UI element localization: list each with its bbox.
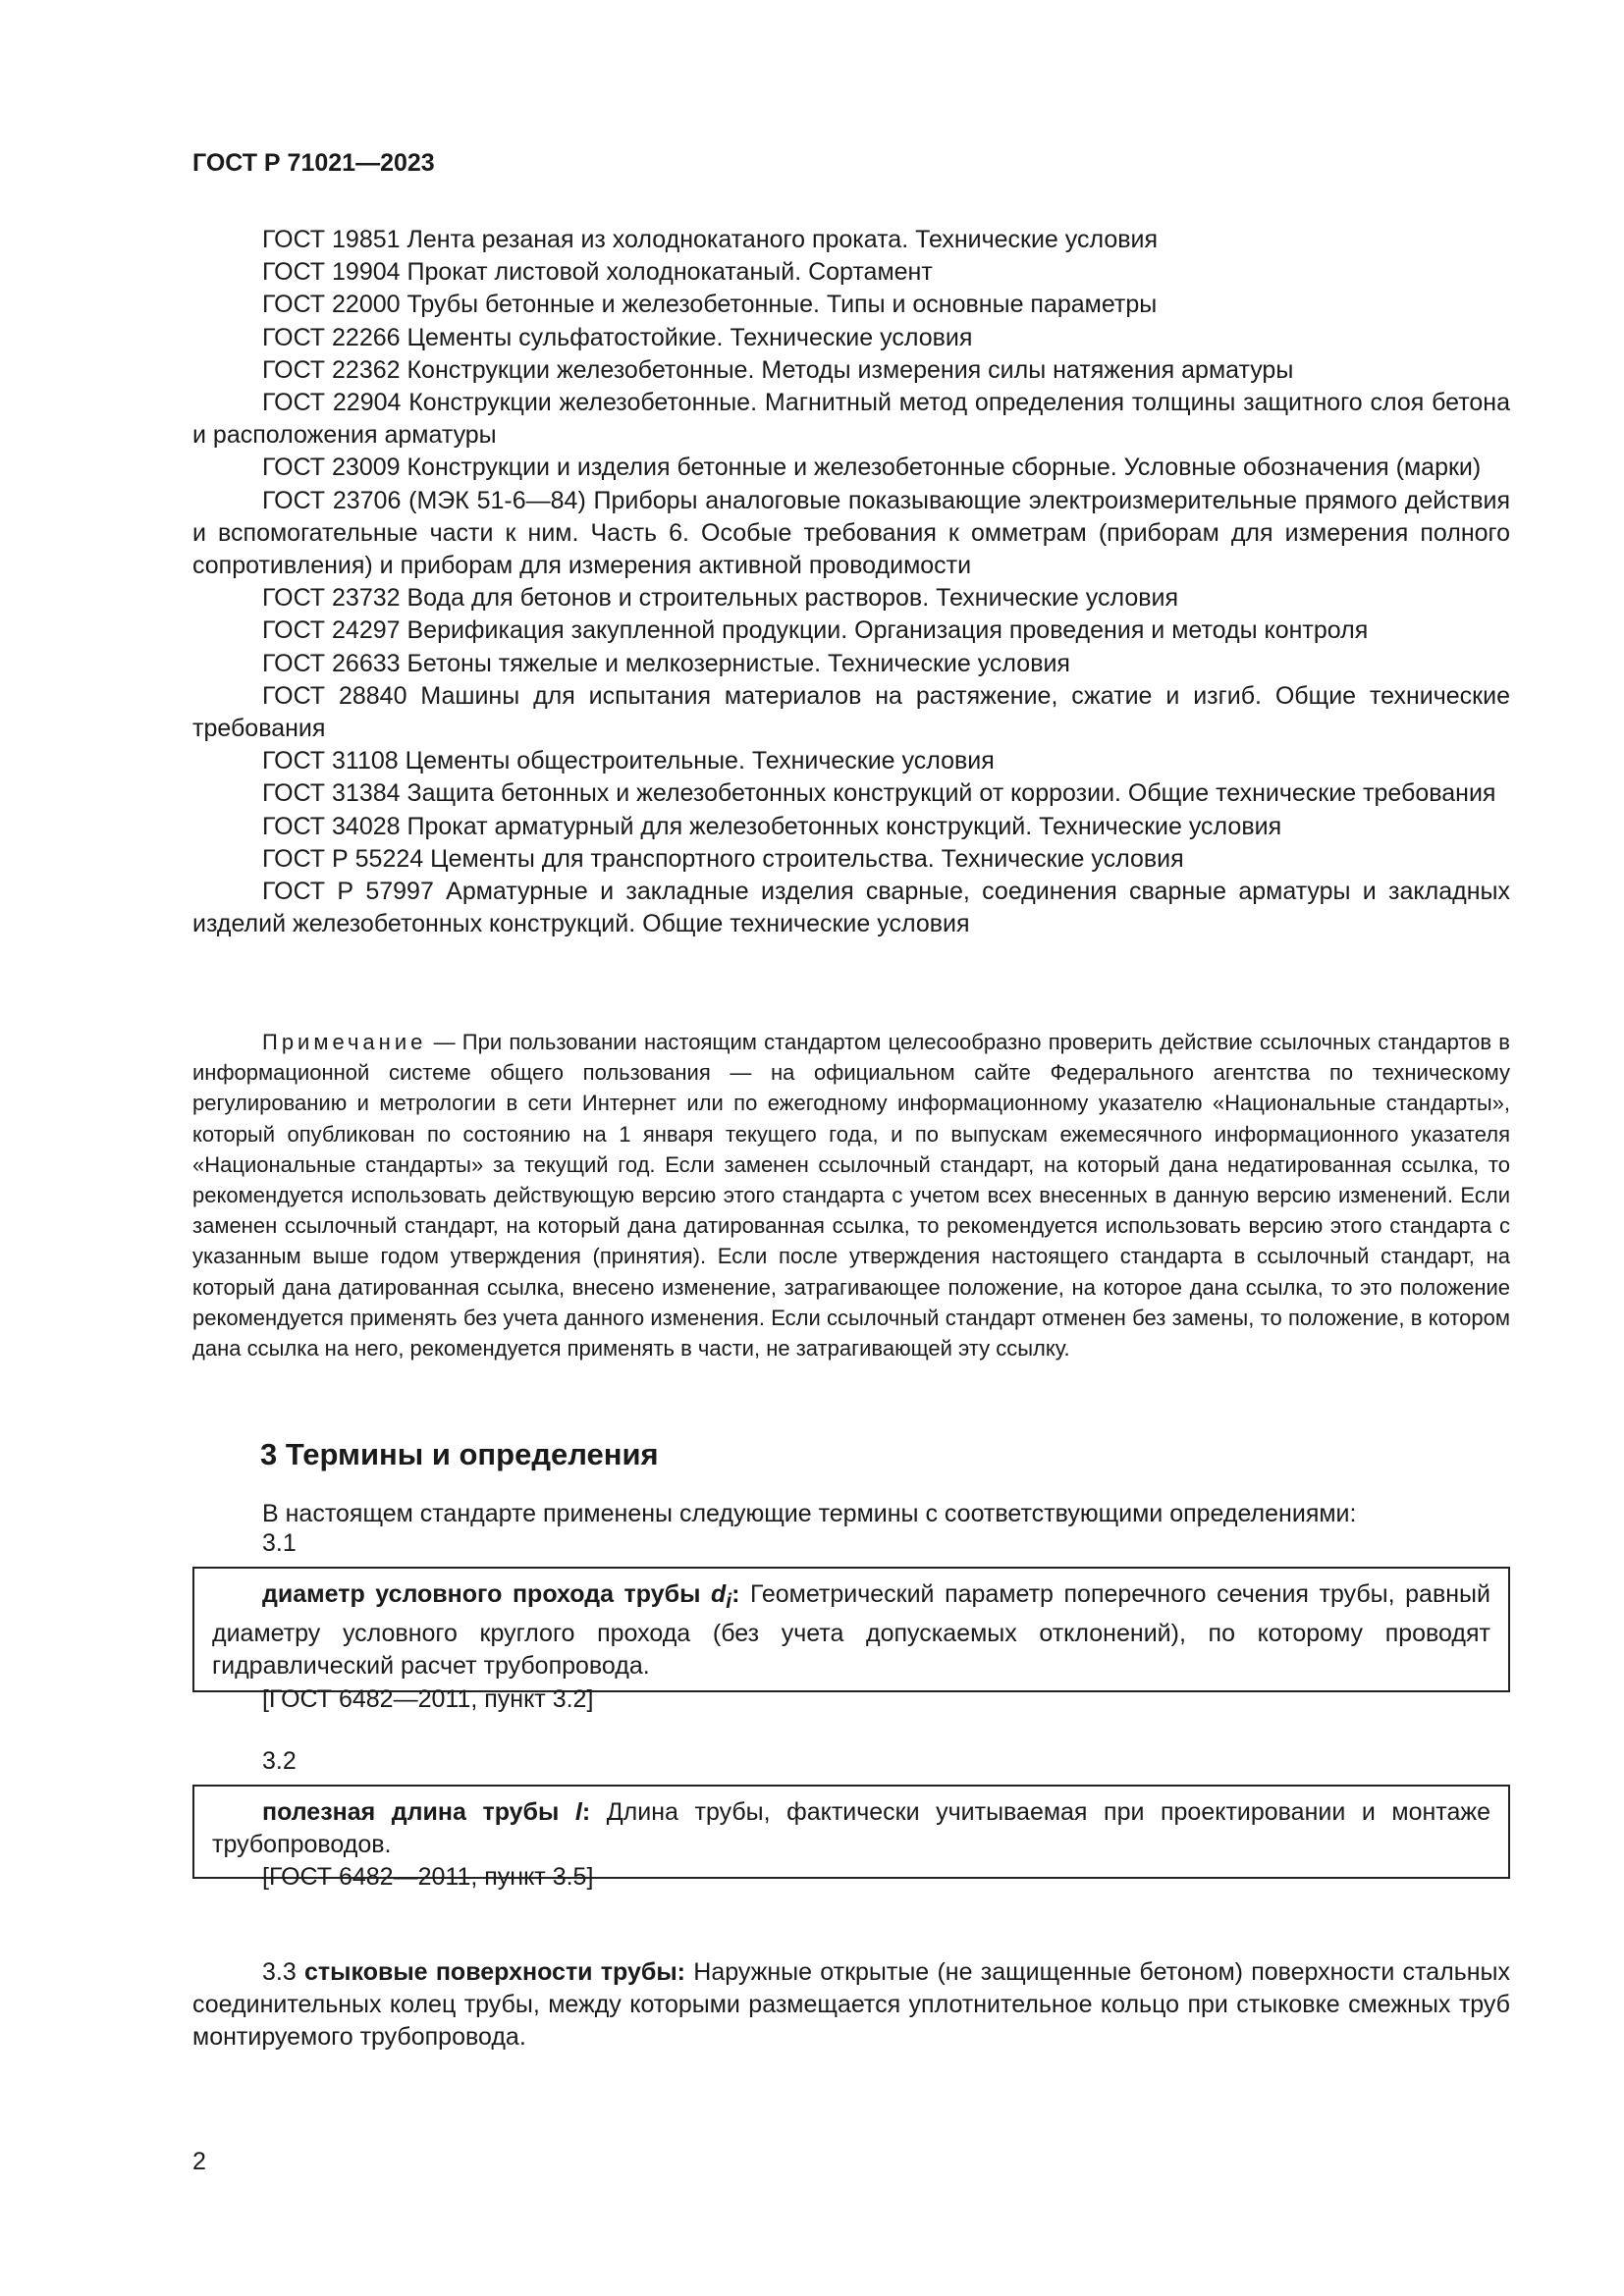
term-definition: Наружные открытые (не защищенные бетоном) поверхности стальных соединительных колец трубы, между которыми размещается уплотнительное кольцо при стыковке смежных труб монтируемого трубопровода. [192, 1958, 1511, 2052]
term-symbol: l [574, 1798, 582, 1826]
reference-item: ГОСТ 19904 Прокат листовой холоднокатаный. Сортамент [262, 258, 933, 287]
term-box: диаметр условного прохода трубы $d_i$: Геометрический параметр поперечного сечения трубы, равный диаметру условного круглого прохода (без учета допускаемых отклонений), по которому проводят гидравлический расчет трубопровода. [ГОСТ 6482—2011, пункт 3.2] [192, 1567, 1510, 1692]
reference-item: ГОСТ Р 55224 Цементы для транспортного строительства. Технические условия [262, 844, 1184, 873]
term-name: диаметр условного прохода трубы [262, 1580, 711, 1608]
reference-item: ГОСТ 31108 Цементы общестроительные. Технические условия [262, 747, 995, 775]
reference-item: ГОСТ 22362 Конструкции железобетонные. Методы измерения силы натяжения арматуры [262, 355, 1294, 384]
reference-item: ГОСТ 22000 Трубы бетонные и железобетонные. Типы и основные параметры [262, 291, 1158, 319]
reference-item: ГОСТ 24297 Верификация закупленной продукции. Организация проведения и методы контроля [262, 616, 1369, 645]
term-number: 3.2 [262, 1747, 297, 1775]
page-number: 2 [192, 2148, 206, 2175]
reference-item: ГОСТ 23009 Конструкции и изделия бетонные и железобетонные сборные. Условные обозначения (марки) [262, 454, 1482, 482]
note-text: — При пользовании настоящим стандартом целесообразно проверить действие ссылочных стандартов в информационной системе общего пользования — на официальном сайте Федерального агентства по техническому регулированию и метрологии в сети Интернет или по ежегодному информационному указателю «Национальные стандарты», который опубликован по состоянию на 1 января текущего года, и по выпускам ежемесячного информационного указателя «Национальные стандарты» за текущий год. Если заменен ссылочный стандарт, на который дана недатированная ссылка, то рекомендуется использовать действующую версию этого стандарта с учетом всех внесенных в данную версию изменений. Если заменен ссылочный стандарт, на который дана датированная ссылка, то рекомендуется использовать версию этого стандарта с указанным выше годом утверждения (принятия). Если после утверждения настоящего стандарта в ссылочный стандарт, на который дана датированная ссылка, внесено изменение, затрагивающее положение, на которое дана ссылка, то это положение рекомендуется применять без учета данного изменения. Если ссылочный стандарт отменен без замены, то положение, в котором дана ссылка на него, рекомендуется применять в части, не затрагивающей эту ссылку. [192, 1030, 1510, 1362]
reference-item: ГОСТ 23706 (МЭК 51-6—84) Приборы аналоговые показывающие электроизмерительные прямого действия и вспомогательные части к ним. Часть 6. Особые требования к омметрам (приборам для измерения полного сопротивления) и приборам для измерения активной проводимости [192, 486, 1510, 580]
term-definition: Геометрический параметр поперечного сечения трубы, равный диаметру условного круглого прохода (без учета допускаемых отклонений), по которому проводят гидравлический расчет трубопровода. [212, 1580, 1490, 1681]
term-definition: Длина трубы, фактически учитываемая при проектировании и монтаже трубопроводов. [212, 1798, 1490, 1859]
term-name: полезная длина трубы [262, 1798, 575, 1826]
section-intro: В настоящем стандарте применены следующие термины с соответствующими определениями: [262, 1500, 1357, 1527]
section-heading: 3 Термины и определения [260, 1437, 659, 1471]
normative-references [192, 224, 1510, 940]
reference-item: ГОСТ 34028 Прокат арматурный для железобетонных конструкций. Технические условия [262, 812, 1282, 840]
term-number: 3.3 [262, 1958, 297, 1986]
term-name: стыковые поверхности трубы: [304, 1958, 686, 1986]
document-header: ГОСТ Р 71021—2023 [192, 149, 435, 177]
reference-item: ГОСТ Р 57997 Арматурные и закладные изделия сварные, соединения сварные арматуры и закладных изделий железобетонных конструкций. Общие технические условия [192, 878, 1510, 938]
term-number: 3.1 [262, 1529, 297, 1557]
term-symbol: d [710, 1580, 727, 1608]
term-box: полезная длина трубы l: Длина трубы, фактически учитываемая при проектировании и монтаже трубопроводов. [ГОСТ 6482—2011, пункт 3.5] [192, 1785, 1510, 1879]
term-symbol-subscript: i [726, 1590, 732, 1613]
reference-item: ГОСТ 26633 Бетоны тяжелые и мелкозернистые. Технические условия [262, 649, 1070, 677]
term-source: [ГОСТ 6482—2011, пункт 3.5] [262, 1863, 594, 1892]
term-source: [ГОСТ 6482—2011, пункт 3.2] [262, 1684, 594, 1713]
reference-item: ГОСТ 22904 Конструкции железобетонные. Магнитный метод определения толщины защитного слоя бетона и расположения арматуры [192, 389, 1510, 450]
reference-item: ГОСТ 19851 Лента резаная из холоднокатаного проката. Технические условия [262, 226, 1159, 253]
reference-item: ГОСТ 31384 Защита бетонных и железобетонных конструкций от коррозии. Общие технические требования [262, 779, 1496, 808]
term-3-3 [192, 1956, 1510, 2055]
reference-item: ГОСТ 23732 Вода для бетонов и строительных растворов. Технические условия [262, 584, 1179, 613]
note-label: Примечание [262, 1030, 427, 1054]
reference-item: ГОСТ 28840 Машины для испытания материалов на растяжение, сжатие и изгиб. Общие технические требования [192, 681, 1510, 743]
note-block [192, 1027, 1510, 1363]
reference-item: ГОСТ 22266 Цементы сульфатостойкие. Технические условия [262, 323, 973, 351]
